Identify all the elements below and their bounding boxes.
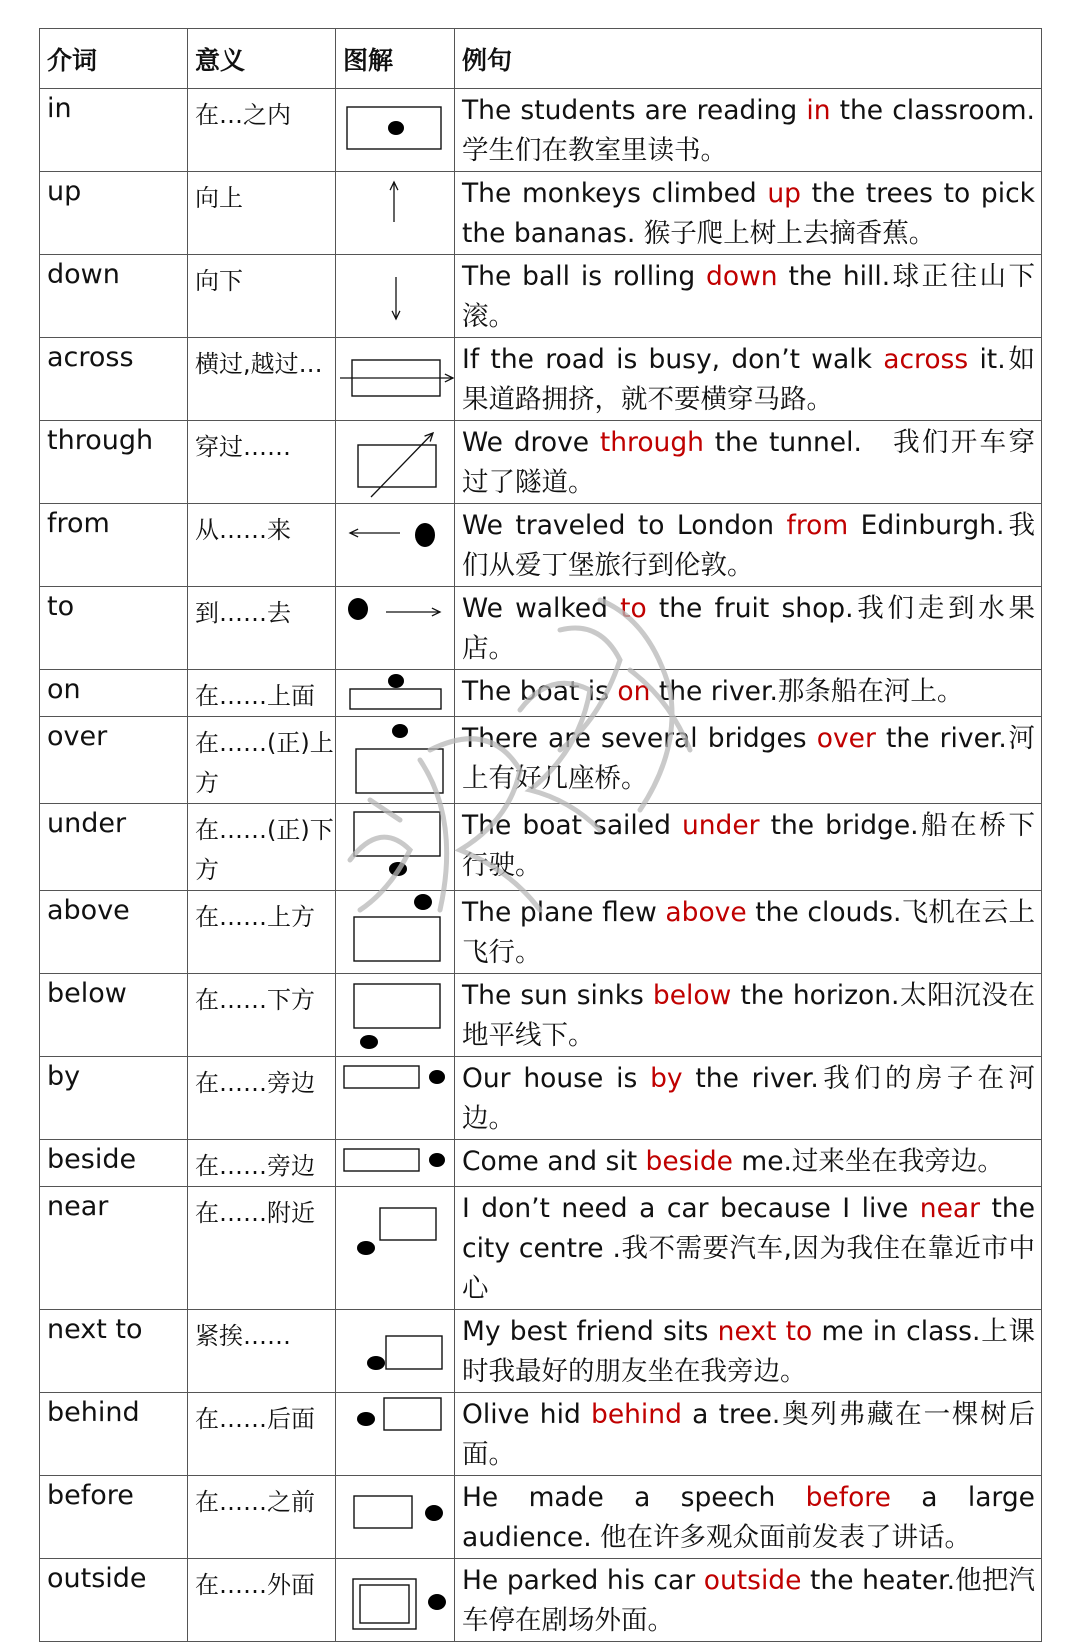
example-text: Our house is	[462, 1063, 651, 1094]
example-text: the city centre .我不需要汽车,因为我住在靠近市中心	[462, 1193, 1035, 1304]
preposition-word: behind	[40, 1393, 188, 1476]
preposition-diagram	[336, 1140, 455, 1187]
example-sentence	[455, 1310, 1042, 1393]
diagram-arrow	[350, 529, 400, 537]
example-text: the river.那条船在河上。	[650, 676, 964, 707]
diagram-arrow	[340, 374, 453, 382]
example-sentence	[455, 1187, 1042, 1310]
example-text: The plane flew	[462, 897, 666, 928]
preposition-word: to	[40, 587, 188, 670]
example-text: Olive hid	[462, 1399, 591, 1430]
example-sentence	[455, 891, 1042, 974]
example-text: me in class.上课时我最好的朋友坐在我旁边。	[462, 1316, 1036, 1387]
diagram-box	[344, 1149, 419, 1171]
example-text: The boat is	[462, 676, 618, 707]
preposition-word: under	[40, 804, 188, 891]
example-sentence	[455, 1057, 1042, 1140]
diagram-box	[354, 917, 440, 961]
example-text: the fruit shop.我们走到水果店。	[462, 593, 1035, 664]
diagram-dot	[360, 1035, 378, 1049]
diagram-box	[358, 445, 436, 487]
preposition-diagram	[336, 421, 455, 504]
preposition-word: down	[40, 255, 188, 338]
table-row	[40, 804, 1042, 891]
example-highlight: behind	[591, 1399, 682, 1430]
example-text: We drove	[462, 427, 600, 458]
diagram-dot	[388, 121, 404, 135]
preposition-meaning: 在……旁边	[188, 1140, 336, 1187]
example-text: Come and sit	[462, 1146, 646, 1177]
example-highlight: before	[805, 1482, 891, 1513]
diagram-arrow	[386, 608, 440, 616]
table-row	[40, 974, 1042, 1057]
example-text: a large audience. 他在许多观众面前发表了讲话。	[462, 1482, 1035, 1553]
table-row	[40, 172, 1042, 255]
example-sentence	[455, 1393, 1042, 1476]
diagram-box	[350, 689, 441, 709]
preposition-meaning: 在……上方	[188, 891, 336, 974]
diagram-dot	[415, 523, 435, 547]
example-highlight: to	[620, 593, 647, 624]
table-row	[40, 717, 1042, 804]
diagram-dot	[429, 1153, 445, 1167]
preposition-diagram	[336, 338, 455, 421]
preposition-meaning: 在……(正)下方	[188, 804, 336, 891]
example-sentence	[455, 717, 1042, 804]
diagram-box	[384, 1398, 441, 1430]
diagram-dot-over-box	[336, 717, 455, 798]
preposition-meaning: 在……附近	[188, 1187, 336, 1310]
example-sentence	[455, 587, 1042, 670]
preposition-diagram	[336, 504, 455, 587]
example-text: The ball is rolling	[462, 261, 707, 292]
preposition-diagram	[336, 587, 455, 670]
preposition-meaning: 在……之前	[188, 1476, 336, 1559]
preposition-diagram	[336, 670, 455, 717]
example-text: the river.河上有好几座桥。	[462, 723, 1035, 794]
preposition-meaning: 向上	[188, 172, 336, 255]
preposition-diagram	[336, 89, 455, 172]
diagram-dot	[367, 1356, 385, 1370]
diagram-dot-before-box	[336, 1476, 455, 1556]
example-sentence	[455, 1140, 1042, 1187]
diagram-dot	[348, 598, 368, 620]
preposition-meaning: 在……上面	[188, 670, 336, 717]
diagram-dot	[357, 1412, 375, 1426]
diagram-box	[354, 1496, 412, 1528]
diagram-arrow-up	[336, 172, 455, 253]
diagram-box	[353, 1579, 416, 1629]
diagram-dot	[429, 1070, 445, 1084]
table-row	[40, 1057, 1042, 1140]
example-highlight: across	[883, 344, 969, 375]
preposition-word: through	[40, 421, 188, 504]
example-text: the classroom. 学生们在教室里读书。	[462, 95, 1035, 166]
preposition-diagram	[336, 1476, 455, 1559]
example-highlight: in	[806, 95, 831, 126]
diagram-dot-right-box	[336, 1057, 455, 1098]
example-sentence	[455, 172, 1042, 255]
preposition-meaning: 在……下方	[188, 974, 336, 1057]
example-highlight: beside	[645, 1146, 733, 1177]
diagram-dot-next-box	[336, 1310, 455, 1391]
example-text: I don’t need a car because I live	[462, 1193, 920, 1224]
diagram-box	[354, 812, 440, 856]
table-row	[40, 1559, 1042, 1642]
preposition-meaning: 横过,越过…	[188, 338, 336, 421]
example-text: The boat sailed	[462, 810, 682, 841]
example-text: it.如果道路拥挤，就不要横穿马路。	[462, 344, 1035, 415]
example-highlight: on	[617, 676, 651, 707]
diagram-arrow	[390, 182, 398, 222]
preposition-word: beside	[40, 1140, 188, 1187]
diagram-dot-outside-box	[336, 1559, 455, 1640]
preposition-word: above	[40, 891, 188, 974]
example-highlight: next to	[717, 1316, 813, 1347]
example-highlight: from	[786, 510, 849, 541]
preposition-word: up	[40, 172, 188, 255]
example-highlight: down	[706, 261, 778, 292]
example-text: We traveled to London	[462, 510, 787, 541]
diagram-arrow-across-box	[336, 338, 455, 418]
diagram-dot-below-box	[336, 974, 455, 1055]
diagram-dot-near-box	[336, 1187, 455, 1268]
header-row	[40, 29, 1042, 89]
example-highlight: outside	[703, 1565, 802, 1596]
preposition-meaning: 到……去	[188, 587, 336, 670]
table-row	[40, 338, 1042, 421]
preposition-diagram	[336, 1310, 455, 1393]
diagram-box	[386, 1336, 442, 1369]
header-word: 介词	[40, 29, 188, 89]
preposition-meaning: 在……外面	[188, 1559, 336, 1642]
preposition-word: near	[40, 1187, 188, 1310]
example-sentence	[455, 338, 1042, 421]
preposition-meaning: 在…之内	[188, 89, 336, 172]
example-highlight: by	[650, 1063, 683, 1094]
table-row	[40, 255, 1042, 338]
diagram-arrow	[392, 277, 400, 319]
example-text: We walked	[462, 593, 621, 624]
example-text: the horizon.太阳沉没在地平线下。	[462, 980, 1035, 1051]
preposition-word: from	[40, 504, 188, 587]
preposition-meaning: 在……后面	[188, 1393, 336, 1476]
preposition-meaning: 在……(正)上方	[188, 717, 336, 804]
example-text: the river.我们的房子在河边。	[462, 1063, 1036, 1134]
diagram-dot-inside-box	[336, 89, 455, 169]
table-row	[40, 89, 1042, 172]
example-text: If the road is busy, don’t walk	[462, 344, 884, 375]
preposition-diagram	[336, 974, 455, 1057]
example-sentence	[455, 1476, 1042, 1559]
example-text: the trees to pick the bananas. 猴子爬上树上去摘香蕉。	[462, 178, 1035, 249]
diagram-dot	[357, 1241, 375, 1255]
preposition-diagram	[336, 1057, 455, 1140]
preposition-word: next to	[40, 1310, 188, 1393]
preposition-meaning: 紧挨……	[188, 1310, 336, 1393]
table-row	[40, 1187, 1042, 1310]
preposition-diagram	[336, 255, 455, 338]
example-highlight: below	[652, 980, 732, 1011]
example-sentence	[455, 89, 1042, 172]
preposition-word: in	[40, 89, 188, 172]
example-sentence	[455, 255, 1042, 338]
header-diagram: 图解	[336, 29, 455, 89]
diagram-arrow-through-box	[336, 421, 455, 502]
example-text: the clouds.飞机在云上飞行。	[462, 897, 1035, 968]
table-row	[40, 1140, 1042, 1187]
diagram-box	[344, 1066, 419, 1088]
preposition-diagram	[336, 804, 455, 891]
preposition-meaning: 穿过……	[188, 421, 336, 504]
diagram-box	[360, 1585, 409, 1623]
preposition-table	[39, 28, 1042, 1642]
diagram-dot-on-box	[336, 670, 455, 710]
preposition-diagram	[336, 1559, 455, 1642]
diagram-dot-right-box	[336, 1140, 455, 1180]
table-row	[40, 1393, 1042, 1476]
example-text: the bridge.船在桥下行驶。	[462, 810, 1035, 881]
example-highlight: through	[599, 427, 704, 458]
example-highlight: up	[767, 178, 801, 209]
example-text: He made a speech	[462, 1482, 806, 1513]
preposition-word: across	[40, 338, 188, 421]
example-text: My best friend sits	[462, 1316, 718, 1347]
diagram-dot	[428, 1594, 446, 1610]
example-highlight: above	[665, 897, 747, 928]
diagram-box	[354, 984, 440, 1028]
diagram-dot-under-box	[336, 804, 455, 885]
table-row	[40, 891, 1042, 974]
preposition-word: over	[40, 717, 188, 804]
example-sentence	[455, 1559, 1042, 1642]
example-highlight: near	[919, 1193, 981, 1224]
example-text: He parked his car	[462, 1565, 704, 1596]
table-row	[40, 504, 1042, 587]
header-example: 例句	[455, 29, 1042, 89]
diagram-arrow-from-dot	[336, 504, 455, 584]
table-row	[40, 1476, 1042, 1559]
example-text: a tree.奥列弗藏在一棵树后面。	[462, 1399, 1035, 1470]
diagram-dot	[388, 674, 404, 688]
diagram-dot	[425, 1505, 443, 1521]
preposition-meaning: 向下	[188, 255, 336, 338]
preposition-meaning: 在……旁边	[188, 1057, 336, 1140]
table-row	[40, 670, 1042, 717]
diagram-arrow-to	[336, 587, 455, 628]
example-text: The monkeys climbed	[462, 178, 768, 209]
example-sentence	[455, 504, 1042, 587]
preposition-word: by	[40, 1057, 188, 1140]
header-meaning: 意义	[188, 29, 336, 89]
diagram-dot	[392, 724, 408, 738]
example-highlight: under	[681, 810, 760, 841]
diagram-dot-above-box	[336, 891, 455, 971]
preposition-diagram	[336, 717, 455, 804]
preposition-word: on	[40, 670, 188, 717]
example-text: the tunnel. 我们开车穿过了隧道。	[462, 427, 1035, 498]
diagram-box	[380, 1208, 436, 1240]
preposition-meaning: 从……来	[188, 504, 336, 587]
preposition-diagram	[336, 891, 455, 974]
example-text: The students are reading	[462, 95, 807, 126]
example-text: The sun sinks	[462, 980, 653, 1011]
example-text: Edinburgh.我们从爱丁堡旅行到伦敦。	[462, 510, 1036, 581]
diagram-box	[356, 749, 443, 793]
preposition-word: outside	[40, 1559, 188, 1642]
example-sentence	[455, 804, 1042, 891]
preposition-diagram	[336, 1393, 455, 1476]
preposition-word: below	[40, 974, 188, 1057]
diagram-arrow-down	[336, 255, 455, 336]
example-sentence	[455, 670, 1042, 717]
example-sentence	[455, 974, 1042, 1057]
preposition-diagram	[336, 172, 455, 255]
diagram-dot-behind-box	[336, 1393, 455, 1434]
diagram-dot	[389, 862, 407, 876]
example-text: the heater.他把汽车停在剧场外面。	[462, 1565, 1035, 1636]
example-text: There are several bridges	[462, 723, 817, 754]
preposition-word: before	[40, 1476, 188, 1559]
preposition-diagram	[336, 1187, 455, 1310]
example-highlight: over	[816, 723, 876, 754]
diagram-dot	[414, 894, 432, 910]
example-sentence	[455, 421, 1042, 504]
table-row	[40, 587, 1042, 670]
table-row	[40, 421, 1042, 504]
example-text: the hill.球正往山下滚。	[462, 261, 1035, 332]
table-row	[40, 1310, 1042, 1393]
example-text: me.过来坐在我旁边。	[732, 1146, 1004, 1177]
